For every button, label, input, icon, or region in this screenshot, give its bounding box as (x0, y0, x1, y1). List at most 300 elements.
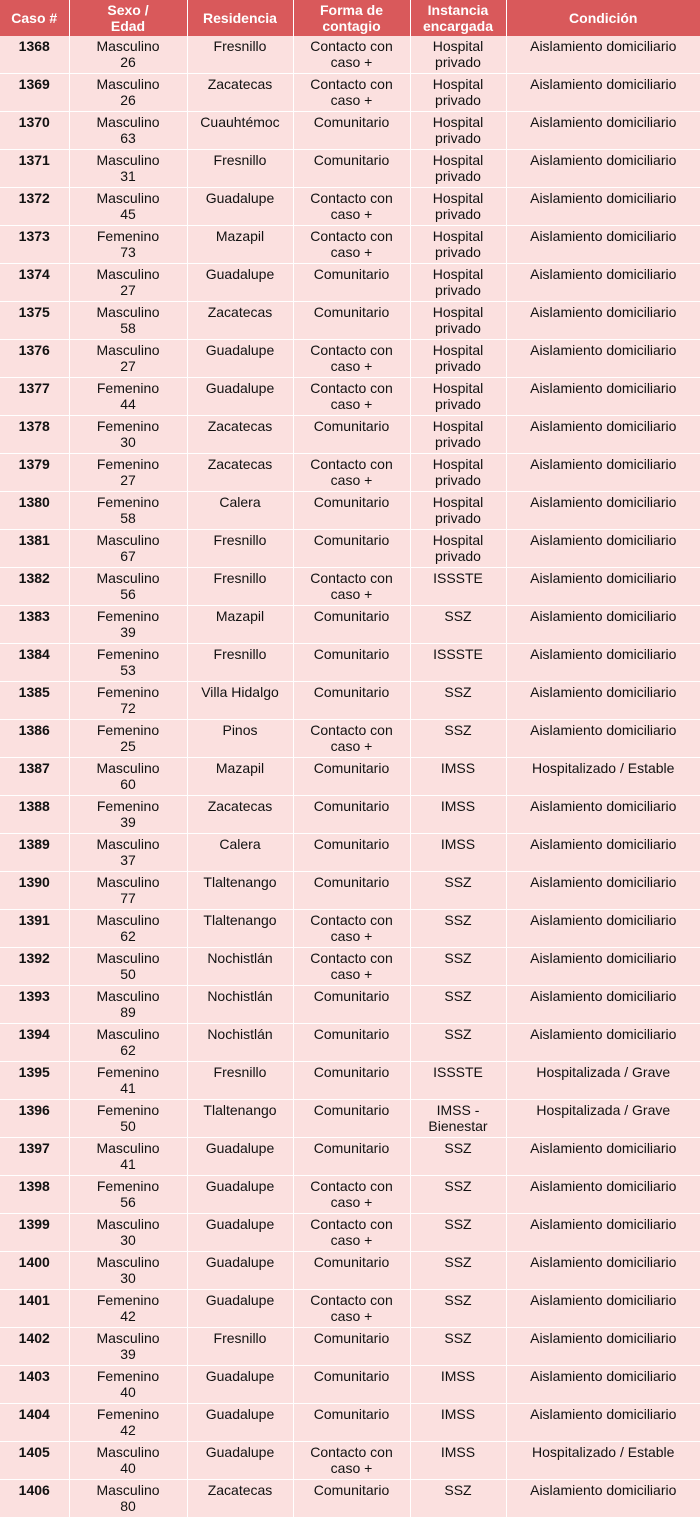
cell-value: Comunitario (294, 1026, 410, 1042)
cell-value: Contacto con caso + (294, 1444, 410, 1476)
cell-value: Guadalupe (188, 1140, 293, 1156)
cell-value: Comunitario (294, 988, 410, 1004)
cell-value: Comunitario (294, 304, 410, 320)
cell-condicion (506, 986, 700, 1024)
table-row (0, 1062, 700, 1100)
cell-value: Femenino 39 (70, 798, 187, 830)
cell-residencia (187, 1024, 293, 1062)
cell-instancia (410, 264, 506, 302)
cell-value: Calera (188, 494, 293, 510)
cell-value: SSZ (411, 988, 506, 1004)
cell-value: 1383 (0, 608, 69, 624)
cell-forma-contagio (293, 454, 410, 492)
cell-value: Masculino 41 (70, 1140, 187, 1172)
cell-sexo-edad (69, 1404, 187, 1442)
cell-sexo-edad (69, 530, 187, 568)
cell-value: 1390 (0, 874, 69, 890)
cell-caso (0, 1062, 69, 1100)
table-row (0, 1100, 700, 1138)
cell-value: 1382 (0, 570, 69, 586)
cell-instancia (410, 796, 506, 834)
cell-forma-contagio (293, 112, 410, 150)
cell-sexo-edad (69, 1176, 187, 1214)
cell-sexo-edad (69, 948, 187, 986)
cell-instancia (410, 1214, 506, 1252)
cell-forma-contagio (293, 492, 410, 530)
cell-value: Hospital privado (411, 456, 506, 488)
table-row (0, 1138, 700, 1176)
table-row (0, 36, 700, 74)
cell-value: Aislamiento domiciliario (507, 418, 700, 434)
table-row (0, 1176, 700, 1214)
cell-value: Hospital privado (411, 152, 506, 184)
cell-value: Aislamiento domiciliario (507, 152, 700, 168)
cell-forma-contagio (293, 340, 410, 378)
cell-caso (0, 834, 69, 872)
cell-value: Comunitario (294, 760, 410, 776)
cell-value: SSZ (411, 1482, 506, 1498)
cell-value: Contacto con caso + (294, 722, 410, 754)
cell-value: Guadalupe (188, 380, 293, 396)
cell-value: 1396 (0, 1102, 69, 1118)
cell-value: Aislamiento domiciliario (507, 570, 700, 586)
cell-value: Hospital privado (411, 304, 506, 336)
cell-value: 1386 (0, 722, 69, 738)
cell-sexo-edad (69, 758, 187, 796)
cell-value: Guadalupe (188, 1406, 293, 1422)
cell-forma-contagio (293, 910, 410, 948)
cell-value: 1394 (0, 1026, 69, 1042)
cell-value: Masculino 77 (70, 874, 187, 906)
cell-instancia (410, 74, 506, 112)
cell-condicion (506, 1176, 700, 1214)
cell-value: Femenino 44 (70, 380, 187, 412)
cell-value: SSZ (411, 1254, 506, 1270)
cell-sexo-edad (69, 1442, 187, 1480)
cell-value: Hospital privado (411, 114, 506, 146)
cell-value: Aislamiento domiciliario (507, 1026, 700, 1042)
cell-caso (0, 1176, 69, 1214)
cell-value: Comunitario (294, 646, 410, 662)
cell-residencia (187, 1214, 293, 1252)
cell-value: Masculino 67 (70, 532, 187, 564)
cell-value: Nochistlán (188, 988, 293, 1004)
cell-value: Femenino 30 (70, 418, 187, 450)
cell-forma-contagio (293, 264, 410, 302)
cell-caso (0, 226, 69, 264)
cell-value: Masculino 39 (70, 1330, 187, 1362)
cell-condicion (506, 264, 700, 302)
cell-sexo-edad (69, 302, 187, 340)
cell-value: Femenino 42 (70, 1292, 187, 1324)
cell-value: Fresnillo (188, 1064, 293, 1080)
cell-sexo-edad (69, 606, 187, 644)
cell-condicion (506, 454, 700, 492)
cell-value: SSZ (411, 1330, 506, 1346)
cell-condicion (506, 910, 700, 948)
cell-residencia (187, 1328, 293, 1366)
cell-residencia (187, 606, 293, 644)
cell-value: Hospitalizada / Grave (507, 1102, 700, 1118)
cell-value: Guadalupe (188, 266, 293, 282)
table-row (0, 416, 700, 454)
cell-value: Fresnillo (188, 646, 293, 662)
cell-value: SSZ (411, 722, 506, 738)
cell-forma-contagio (293, 1062, 410, 1100)
cell-value: 1388 (0, 798, 69, 814)
cell-caso (0, 644, 69, 682)
cell-value: 1405 (0, 1444, 69, 1460)
cell-forma-contagio (293, 36, 410, 74)
table-row (0, 150, 700, 188)
cell-residencia (187, 1062, 293, 1100)
cell-value: Aislamiento domiciliario (507, 1140, 700, 1156)
cell-forma-contagio (293, 74, 410, 112)
cell-value: Aislamiento domiciliario (507, 1292, 700, 1308)
cell-value: 1381 (0, 532, 69, 548)
cell-value: 1389 (0, 836, 69, 852)
cell-instancia (410, 910, 506, 948)
table-row (0, 302, 700, 340)
cell-sexo-edad (69, 1214, 187, 1252)
cell-value: Aislamiento domiciliario (507, 1482, 700, 1498)
cell-residencia (187, 1100, 293, 1138)
cell-value: Comunitario (294, 684, 410, 700)
cell-value: Masculino 40 (70, 1444, 187, 1476)
cell-value: Contacto con caso + (294, 1178, 410, 1210)
cell-condicion (506, 340, 700, 378)
cell-caso (0, 1404, 69, 1442)
cell-value: Aislamiento domiciliario (507, 608, 700, 624)
cell-value: Fresnillo (188, 570, 293, 586)
cell-value: Contacto con caso + (294, 570, 410, 602)
cell-value: 1387 (0, 760, 69, 776)
table-row (0, 834, 700, 872)
cell-condicion (506, 1214, 700, 1252)
column-header-condicion (506, 0, 700, 36)
cell-caso (0, 948, 69, 986)
cell-value: Hospital privado (411, 418, 506, 450)
cell-instancia (410, 1062, 506, 1100)
cell-value: 1401 (0, 1292, 69, 1308)
cell-value: Fresnillo (188, 152, 293, 168)
cell-instancia (410, 492, 506, 530)
cell-value: Tlaltenango (188, 874, 293, 890)
cell-value: Comunitario (294, 836, 410, 852)
cell-value: Mazapil (188, 228, 293, 244)
table-row (0, 1214, 700, 1252)
cell-caso (0, 1366, 69, 1404)
cell-instancia (410, 150, 506, 188)
cell-condicion (506, 720, 700, 758)
cell-value: Contacto con caso + (294, 912, 410, 944)
cell-caso (0, 1214, 69, 1252)
cell-caso (0, 264, 69, 302)
cell-instancia (410, 834, 506, 872)
cell-residencia (187, 1442, 293, 1480)
cell-value: Comunitario (294, 798, 410, 814)
cell-sexo-edad (69, 1290, 187, 1328)
cell-value: ISSSTE (411, 646, 506, 662)
cell-residencia (187, 112, 293, 150)
cell-caso (0, 1100, 69, 1138)
cell-value: Masculino 27 (70, 266, 187, 298)
cell-caso (0, 340, 69, 378)
cell-value: 1385 (0, 684, 69, 700)
cell-forma-contagio (293, 302, 410, 340)
cell-instancia (410, 1252, 506, 1290)
table-row (0, 340, 700, 378)
cell-value: Masculino 56 (70, 570, 187, 602)
cell-value: Hospitalizado / Estable (507, 1444, 700, 1460)
table-row (0, 1366, 700, 1404)
cell-value: Aislamiento domiciliario (507, 798, 700, 814)
cell-value: 1379 (0, 456, 69, 472)
cell-value: Masculino 26 (70, 76, 187, 108)
column-header-sexo-edad (69, 0, 187, 36)
cell-value: Femenino 53 (70, 646, 187, 678)
cell-forma-contagio (293, 948, 410, 986)
cell-value: 1384 (0, 646, 69, 662)
cell-sexo-edad (69, 340, 187, 378)
cell-value: Guadalupe (188, 1254, 293, 1270)
cell-value: Femenino 56 (70, 1178, 187, 1210)
cell-value: Hospitalizada / Grave (507, 1064, 700, 1080)
table-row (0, 1442, 700, 1480)
cell-value: Cuauhtémoc (188, 114, 293, 130)
cell-value: 1395 (0, 1064, 69, 1080)
cell-value: 1393 (0, 988, 69, 1004)
cell-value: Aislamiento domiciliario (507, 1178, 700, 1194)
cell-sexo-edad (69, 796, 187, 834)
cell-value: Zacatecas (188, 76, 293, 92)
cell-value: SSZ (411, 684, 506, 700)
cell-caso (0, 1024, 69, 1062)
cell-condicion (506, 150, 700, 188)
cell-value: Villa Hidalgo (188, 684, 293, 700)
cell-value: Comunitario (294, 532, 410, 548)
cell-residencia (187, 530, 293, 568)
table-row (0, 568, 700, 606)
cell-value: Aislamiento domiciliario (507, 646, 700, 662)
cell-sexo-edad (69, 720, 187, 758)
cell-value: Comunitario (294, 418, 410, 434)
cell-caso (0, 74, 69, 112)
cell-caso (0, 492, 69, 530)
cell-forma-contagio (293, 1138, 410, 1176)
cell-instancia (410, 720, 506, 758)
cell-value: Masculino 27 (70, 342, 187, 374)
cell-value: Aislamiento domiciliario (507, 342, 700, 358)
cell-value: Comunitario (294, 1330, 410, 1346)
cell-condicion (506, 302, 700, 340)
cell-sexo-edad (69, 492, 187, 530)
cell-value: Aislamiento domiciliario (507, 266, 700, 282)
cell-condicion (506, 36, 700, 74)
cell-residencia (187, 1404, 293, 1442)
cell-instancia (410, 530, 506, 568)
cell-instancia (410, 568, 506, 606)
cell-forma-contagio (293, 1442, 410, 1480)
cell-sexo-edad (69, 1062, 187, 1100)
cell-sexo-edad (69, 644, 187, 682)
cell-value: ISSSTE (411, 1064, 506, 1080)
cell-value: IMSS (411, 1368, 506, 1384)
cell-residencia (187, 454, 293, 492)
cell-value: 1403 (0, 1368, 69, 1384)
cell-value: Hospital privado (411, 38, 506, 70)
cell-instancia (410, 378, 506, 416)
cell-forma-contagio (293, 1480, 410, 1518)
cell-forma-contagio (293, 1328, 410, 1366)
cell-value: IMSS (411, 798, 506, 814)
cell-instancia (410, 1100, 506, 1138)
cell-residencia (187, 720, 293, 758)
cell-value: Masculino 63 (70, 114, 187, 146)
cell-value: Aislamiento domiciliario (507, 532, 700, 548)
cell-instancia (410, 226, 506, 264)
cell-caso (0, 986, 69, 1024)
cell-sexo-edad (69, 1366, 187, 1404)
cell-caso (0, 720, 69, 758)
cell-forma-contagio (293, 644, 410, 682)
cell-value: Masculino 31 (70, 152, 187, 184)
cell-instancia (410, 340, 506, 378)
cell-value: Masculino 26 (70, 38, 187, 70)
cell-caso (0, 150, 69, 188)
cell-value: Hospital privado (411, 228, 506, 260)
cell-value: ISSSTE (411, 570, 506, 586)
cell-instancia (410, 416, 506, 454)
cell-condicion (506, 1328, 700, 1366)
cell-instancia (410, 872, 506, 910)
cell-caso (0, 1252, 69, 1290)
cell-condicion (506, 530, 700, 568)
cell-value: Contacto con caso + (294, 1292, 410, 1324)
table-row (0, 264, 700, 302)
cell-forma-contagio (293, 1290, 410, 1328)
cell-value: Aislamiento domiciliario (507, 76, 700, 92)
cell-value: Femenino 40 (70, 1368, 187, 1400)
cell-instancia (410, 948, 506, 986)
cell-forma-contagio (293, 568, 410, 606)
cell-value: Masculino 30 (70, 1216, 187, 1248)
cell-caso (0, 530, 69, 568)
cell-sexo-edad (69, 1328, 187, 1366)
cell-value: Aislamiento domiciliario (507, 722, 700, 738)
column-header-label: Sexo / Edad (107, 2, 148, 34)
table-row (0, 378, 700, 416)
cell-condicion (506, 834, 700, 872)
cell-value: Aislamiento domiciliario (507, 1330, 700, 1346)
cell-value: 1376 (0, 342, 69, 358)
cell-caso (0, 606, 69, 644)
cell-condicion (506, 644, 700, 682)
cell-caso (0, 872, 69, 910)
cell-value: IMSS (411, 1444, 506, 1460)
cell-sexo-edad (69, 910, 187, 948)
cell-value: Aislamiento domiciliario (507, 1406, 700, 1422)
cell-caso (0, 796, 69, 834)
cell-forma-contagio (293, 1404, 410, 1442)
column-header-instancia (410, 0, 506, 36)
cell-forma-contagio (293, 834, 410, 872)
cell-value: 1372 (0, 190, 69, 206)
table-row (0, 1480, 700, 1518)
cell-residencia (187, 758, 293, 796)
cell-value: 1397 (0, 1140, 69, 1156)
cell-instancia (410, 1138, 506, 1176)
cell-value: Hospital privado (411, 266, 506, 298)
cell-value: Comunitario (294, 152, 410, 168)
cell-instancia (410, 302, 506, 340)
cell-sexo-edad (69, 872, 187, 910)
cell-residencia (187, 644, 293, 682)
column-header-residencia (187, 0, 293, 36)
cell-value: Comunitario (294, 1064, 410, 1080)
cell-value: Comunitario (294, 1368, 410, 1384)
cell-value: Femenino 42 (70, 1406, 187, 1438)
cell-forma-contagio (293, 1214, 410, 1252)
cell-value: 1398 (0, 1178, 69, 1194)
cell-instancia (410, 188, 506, 226)
cell-value: Tlaltenango (188, 912, 293, 928)
cell-value: IMSS (411, 1406, 506, 1422)
table-row (0, 1252, 700, 1290)
cell-value: Hospitalizado / Estable (507, 760, 700, 776)
cell-residencia (187, 36, 293, 74)
cell-sexo-edad (69, 226, 187, 264)
cell-value: SSZ (411, 1178, 506, 1194)
cell-value: Contacto con caso + (294, 1216, 410, 1248)
cell-caso (0, 188, 69, 226)
cell-caso (0, 682, 69, 720)
cell-value: 1369 (0, 76, 69, 92)
cell-residencia (187, 492, 293, 530)
cell-instancia (410, 986, 506, 1024)
cell-condicion (506, 606, 700, 644)
cell-instancia (410, 36, 506, 74)
cell-value: Contacto con caso + (294, 456, 410, 488)
cell-instancia (410, 682, 506, 720)
cell-value: Aislamiento domiciliario (507, 114, 700, 130)
cell-value: IMSS (411, 836, 506, 852)
cell-value: SSZ (411, 950, 506, 966)
cell-value: Hospital privado (411, 532, 506, 564)
cell-condicion (506, 112, 700, 150)
cell-instancia (410, 454, 506, 492)
cell-forma-contagio (293, 682, 410, 720)
cell-forma-contagio (293, 188, 410, 226)
cell-value: Zacatecas (188, 798, 293, 814)
cell-value: Contacto con caso + (294, 342, 410, 374)
table-row (0, 606, 700, 644)
cell-value: Aislamiento domiciliario (507, 684, 700, 700)
cell-value: Guadalupe (188, 190, 293, 206)
cell-residencia (187, 340, 293, 378)
cell-residencia (187, 986, 293, 1024)
cell-value: 1370 (0, 114, 69, 130)
cell-residencia (187, 682, 293, 720)
table-row (0, 1290, 700, 1328)
cell-sexo-edad (69, 1252, 187, 1290)
cell-residencia (187, 1366, 293, 1404)
cell-condicion (506, 1442, 700, 1480)
cell-residencia (187, 568, 293, 606)
cell-instancia (410, 112, 506, 150)
cell-sexo-edad (69, 112, 187, 150)
cell-residencia (187, 188, 293, 226)
